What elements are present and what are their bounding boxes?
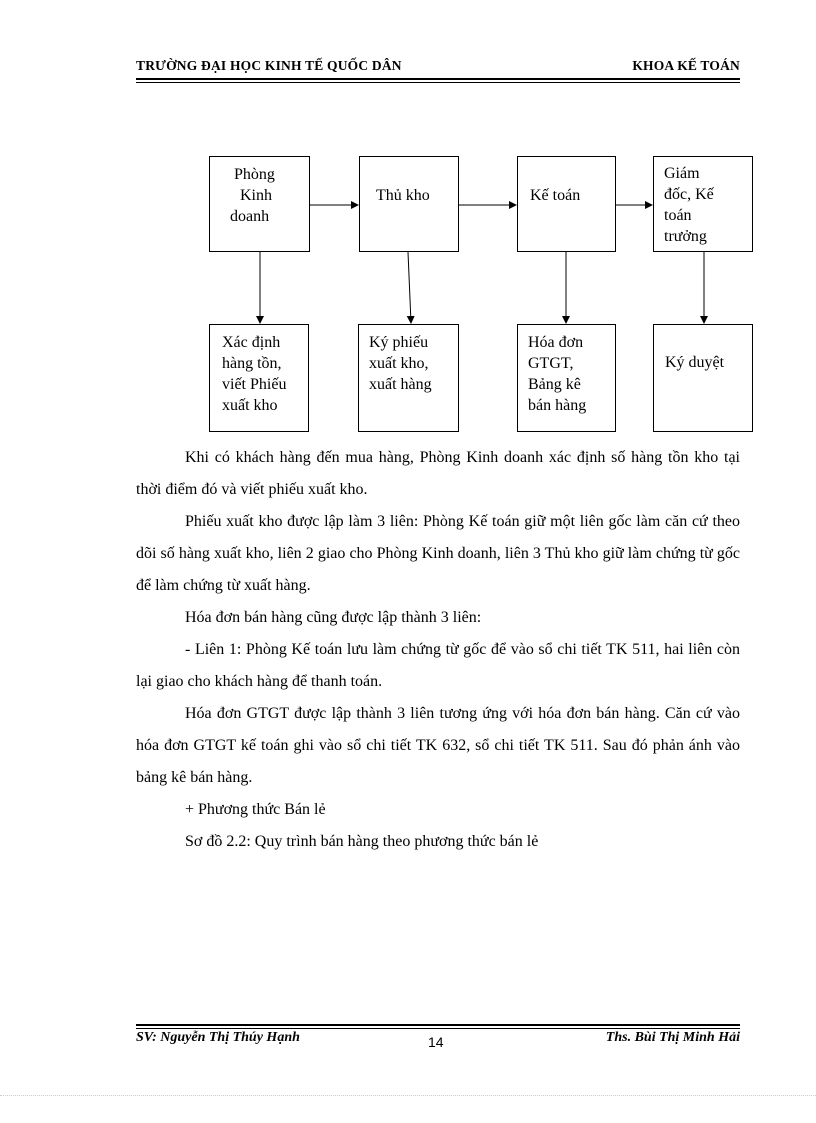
box-line: bán hàng bbox=[528, 397, 587, 414]
student-name: SV: Nguyễn Thị Thúy Hạnh bbox=[136, 1030, 300, 1045]
supervisor-name: Ths. Bùi Thị Minh Hải bbox=[605, 1030, 740, 1045]
box-line: xuất hàng bbox=[369, 376, 432, 393]
diagram-caption: Sơ đồ 2.2: Quy trình bán hàng theo phương thức bán lẻ bbox=[185, 833, 539, 850]
box-line: đốc, Kế bbox=[664, 186, 714, 203]
box-ke-toan bbox=[517, 156, 616, 252]
box-thu-kho bbox=[359, 156, 459, 252]
box-line: Kinh bbox=[240, 187, 272, 204]
paragraph: + Phương thức Bán lẻ bbox=[185, 801, 326, 818]
arrow-thukho-down bbox=[408, 252, 411, 323]
page-bottom-edge bbox=[0, 1095, 816, 1096]
box-ky-duyet bbox=[653, 324, 753, 432]
box-line: viết Phiếu bbox=[222, 376, 287, 393]
footer-rule bbox=[136, 1024, 740, 1026]
box-line: Kế toán bbox=[530, 187, 581, 204]
box-ky-phieu bbox=[358, 324, 459, 432]
box-line: Hóa đơn bbox=[528, 334, 584, 351]
box-line: toán bbox=[664, 207, 692, 224]
body-text bbox=[136, 442, 740, 858]
paragraph: - Liên 1: Phòng Kế toán lưu làm chứng từ gốc để vào sổ chi tiết TK 511, hai liên còn lại giao cho khách hàng để thanh toán. bbox=[136, 641, 740, 690]
box-line: Ký duyệt bbox=[665, 354, 725, 371]
box-line: Ký phiếu bbox=[369, 334, 429, 351]
paragraph: Khi có khách hàng đến mua hàng, Phòng Kinh doanh xác định số hàng tồn kho tại thời điểm đó và viết phiếu xuất kho. bbox=[136, 449, 740, 498]
box-line: Bảng kê bbox=[528, 376, 581, 393]
box-line: Phòng bbox=[234, 166, 275, 183]
paragraph: Hóa đơn bán hàng cũng được lập thành 3 liên: bbox=[185, 609, 482, 626]
box-hoa-don bbox=[517, 324, 616, 432]
box-line: Xác định bbox=[222, 334, 281, 351]
box-line: Giám bbox=[664, 165, 700, 182]
box-line: trưởng bbox=[664, 228, 707, 245]
box-line: hàng tồn, bbox=[222, 355, 282, 372]
paragraph: Phiếu xuất kho được lập làm 3 liên: Phòng Kế toán giữ một liên gốc làm căn cứ theo dõi số hàng xuất kho, liên 2 giao cho Phòng Kinh doanh, liên 3 Thủ kho giữ làm chứng từ gốc để làm chứng từ xuất hàng. bbox=[136, 513, 740, 594]
box-line: GTGT, bbox=[528, 355, 574, 372]
footer-rule-thin bbox=[136, 1028, 740, 1029]
box-line: Thủ kho bbox=[376, 187, 430, 204]
paragraph: Hóa đơn GTGT được lập thành 3 liên tương ứng với hóa đơn bán hàng. Căn cứ vào hóa đơn GTGT kế toán ghi vào sổ chi tiết TK 632, sổ chi tiết TK 511. Sau đó phản ánh vào bảng kê bán hàng. bbox=[136, 705, 740, 786]
box-line: doanh bbox=[230, 208, 270, 225]
university-name: TRƯỜNG ĐẠI HỌC KINH TẾ QUỐC DÂN bbox=[136, 58, 402, 73]
process-diagram bbox=[0, 0, 816, 440]
faculty-name: KHOA KẾ TOÁN bbox=[632, 58, 740, 73]
box-line: xuất kho, bbox=[369, 355, 429, 372]
box-phong-kinh-doanh bbox=[209, 156, 310, 252]
page-number: 14 bbox=[428, 1034, 444, 1050]
box-giam-doc bbox=[653, 156, 753, 252]
box-line: xuất kho bbox=[222, 397, 278, 414]
box-xac-dinh bbox=[209, 324, 309, 432]
